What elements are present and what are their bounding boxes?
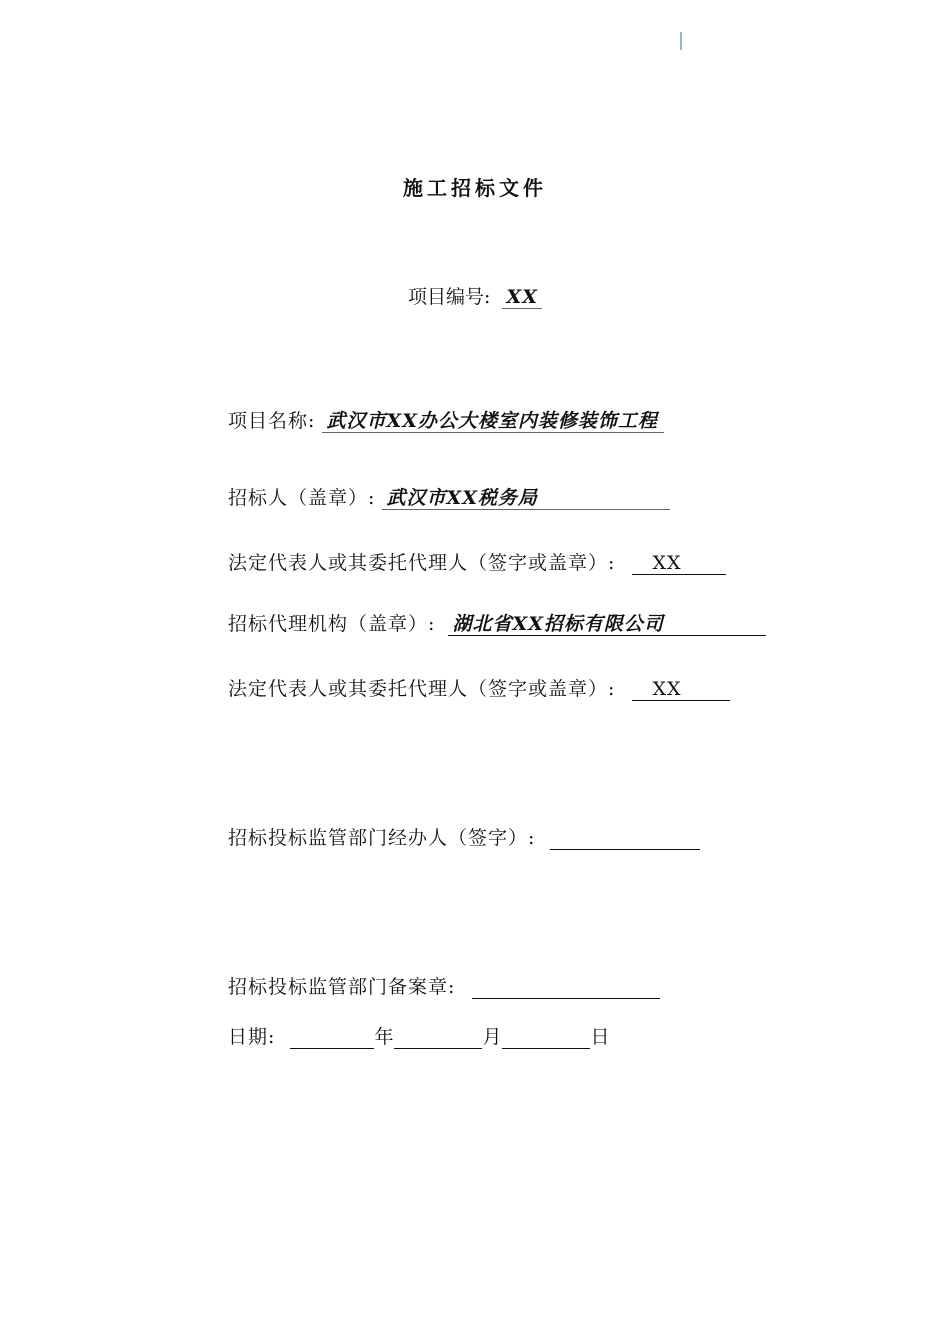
tenderer-value[interactable]: 武汉市XX税务局 bbox=[382, 487, 670, 510]
date-year-label: 年 bbox=[374, 1026, 395, 1048]
date-month-label: 月 bbox=[482, 1026, 503, 1048]
supervisor-stamp-label: 招标投标监管部门备案章: bbox=[228, 976, 456, 998]
supervisor-stamp-blank[interactable] bbox=[472, 978, 660, 999]
tenderer-label: 招标人（盖章）: bbox=[228, 487, 376, 509]
agency-value[interactable]: 湖北省XX招标有限公司 bbox=[448, 613, 766, 636]
text-cursor bbox=[680, 32, 682, 50]
tenderer-representative-label: 法定代表人或其委托代理人（签字或盖章）: bbox=[228, 552, 616, 574]
date-year-blank[interactable] bbox=[290, 1028, 374, 1049]
date-line bbox=[228, 1022, 611, 1049]
supervisor-stamp-line bbox=[228, 972, 660, 999]
project-number-line bbox=[0, 282, 950, 309]
project-number-value[interactable]: XX bbox=[502, 286, 541, 309]
tenderer-representative-line bbox=[228, 548, 726, 575]
project-name-label: 项目名称: bbox=[228, 410, 316, 432]
date-day-label: 日 bbox=[590, 1026, 611, 1048]
agency-representative-label: 法定代表人或其委托代理人（签字或盖章）: bbox=[228, 678, 616, 700]
agency-representative-line bbox=[228, 674, 730, 701]
date-label: 日期: bbox=[228, 1026, 276, 1048]
supervisor-sign-line bbox=[228, 823, 700, 850]
tenderer-line bbox=[228, 483, 670, 510]
agency-label: 招标代理机构（盖章）: bbox=[228, 613, 436, 635]
project-name-line bbox=[228, 406, 664, 433]
date-day-blank[interactable] bbox=[502, 1028, 590, 1049]
supervisor-sign-label: 招标投标监管部门经办人（签字）: bbox=[228, 827, 536, 849]
document-title: 施工招标文件 bbox=[403, 176, 547, 200]
project-name-value[interactable]: 武汉市XX办公大楼室内装修装饰工程 bbox=[322, 410, 663, 433]
agency-representative-value[interactable]: XX bbox=[632, 678, 730, 701]
tenderer-representative-value[interactable]: XX bbox=[632, 552, 726, 575]
date-month-blank[interactable] bbox=[394, 1028, 482, 1049]
project-number-label: 项目编号: bbox=[408, 286, 491, 308]
agency-line bbox=[228, 609, 766, 636]
supervisor-sign-blank[interactable] bbox=[550, 829, 700, 850]
